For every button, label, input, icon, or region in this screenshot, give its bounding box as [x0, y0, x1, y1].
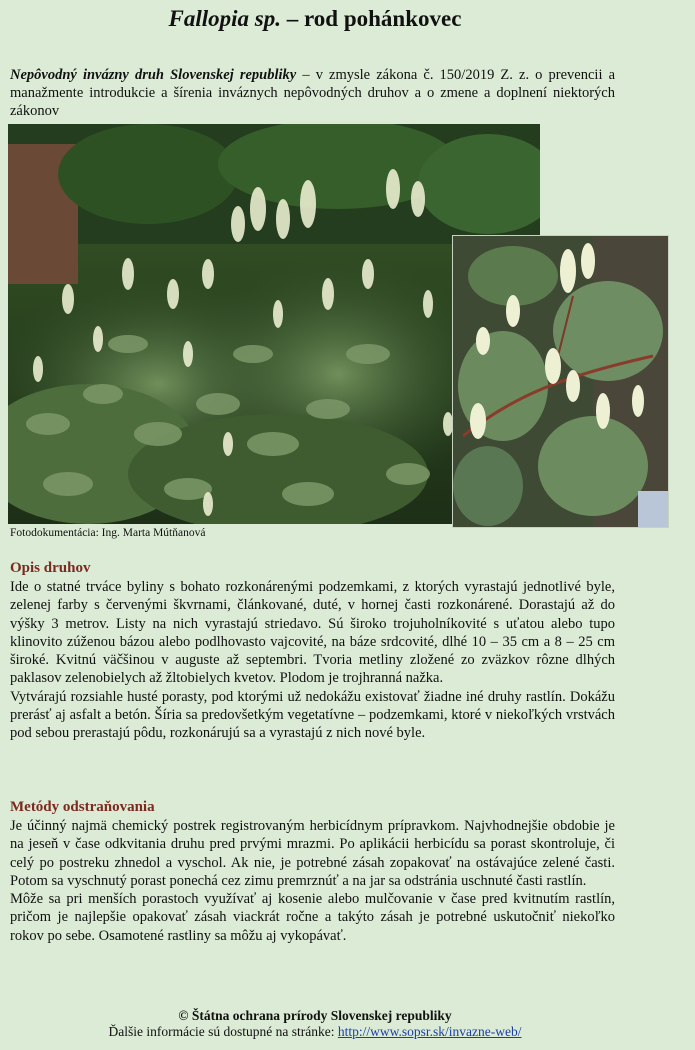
opis-paragraph-1: Ide o statné trváce byliny s bohato rozkonárenými podzemkami, z ktorých vyrastajú jednotlivé byle, zelenej farby s červenými škvrnami, článkované, duté, v hornej časti rozkonárené. Dorastajú až do výšky 3 metrov. Listy na nich vyrastajú striedavo. Sú široko trojuholníkovité s uťatou alebo tupo klinovito zúženou bázou alebo podlhovasto vajcovité, na báze srdcovité, dlhé 10 – 35 cm a 8 – 25 cm široké. Kvitnú väčšinou v auguste až septembri. Tvoria metliny zložené zo zväzkov rôzne dlhých paklasov zelenobielych až žltobielych kvetov. Plodom je trojhranná nažka.	[10, 579, 615, 687]
section-metody-body	[10, 817, 615, 945]
photo-caption: Fotodokumentácia: Ing. Marta Mútňanová	[10, 527, 206, 539]
opis-paragraph-2: Vytvárajú rozsiahle husté porasty, pod ktorými už nedokážu existovať žiadne iné druhy rastlín. Dokážu prerásť aj asfalt a betón. Šíria sa predovšetkým vegetatívne – podzemkami, ktoré v niekoľkých vrstvách pod sebou prerastajú pôdu, rozkonárujú sa a vyrastajú z nich nové byle.	[10, 688, 615, 742]
intro-paragraph	[10, 66, 615, 120]
section-heading-opis: Opis druhov	[10, 560, 91, 576]
footer-organization: © Štátna ochrana prírody Slovenskej republiky	[178, 1008, 452, 1023]
metody-paragraph-2: Môže sa pri menších porastoch využívať aj kosenie alebo mulčovanie v čase pred kvitnutím rastlín, pričom je najlepšie opakovať zásah viackrát ročne a takýto zásah je potrebné uskutočniť niekoľko rokov po sebe. Osamotené rastliny sa môžu aj vykopávať.	[10, 891, 615, 944]
title-rest: – rod pohánkovec	[281, 6, 462, 31]
footer-more-label: Ďalšie informácie sú dostupné na stránke:	[108, 1024, 338, 1039]
section-heading-metody: Metódy odstraňovania	[10, 799, 155, 815]
metody-paragraph-1: Je účinný najmä chemický postrek registrovaným herbicídnym prípravkom. Najvhodnejšie obdobie je na jeseň v čase odkvitania druhu pred prvými mrazmi. Po aplikácii herbicídu sa porast skontroluje, či celý po postreku zhnedol a vyschol. Ak nie, je potrebné zásah zopakovať na ostávajúce zelené časti. Potom sa vyschnutý porast ponechá cez zimu premrznúť a na jar sa odstránia uschnuté časti rastlín.	[10, 818, 615, 889]
footer-more-info	[0, 1024, 630, 1040]
website-link[interactable]: http://www.sopsr.sk/invazne-web/	[337, 1024, 522, 1039]
knotweed-flower-detail-photo	[452, 235, 669, 528]
intro-text: – v zmysle zákona č. 150/2019 Z. z. o prevencii a manažmente introdukcie a šírenia inváznych nepôvodných druhov a o zmene a doplnení niektorých zákonov	[10, 67, 616, 119]
page-title	[0, 6, 630, 32]
section-opis-body	[10, 578, 615, 743]
title-genus: Fallopia sp.	[168, 6, 282, 31]
intro-lead: Nepôvodný invázny druh Slovenskej republiky	[10, 67, 297, 83]
footer	[0, 1008, 630, 1040]
